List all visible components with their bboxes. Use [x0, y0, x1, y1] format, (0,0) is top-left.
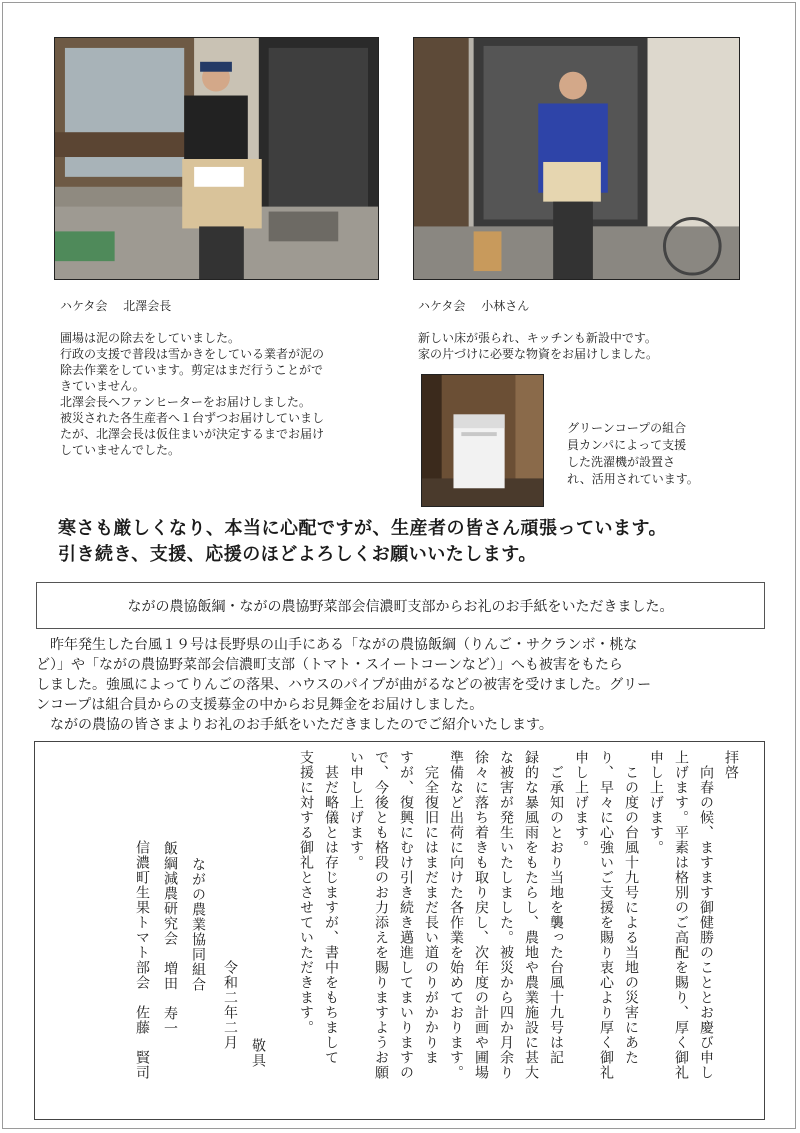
letter-column: この度の台風十九号による当地の災害にあた: [623, 750, 639, 1065]
text-line: 圃場は泥の除去をしていました。: [60, 331, 241, 345]
letter-column: 録的な暴風雨をもたらし、農地や農業施設に甚大: [523, 750, 539, 1080]
photo-kitazawa: [54, 37, 379, 280]
caption-name: 北澤会長: [123, 299, 172, 313]
right-report-text: [418, 330, 658, 362]
letter-org-2: 飯綱減農研究会 増田 寿一: [162, 841, 178, 1036]
letter-column: 向春の候、ますます御健勝のこととお慶び申し: [698, 750, 714, 1080]
caption-name: 小林さん: [481, 299, 530, 313]
letter-box: [34, 741, 765, 1120]
text-line: ながの農協の皆さまよりお礼のお手紙をいただきましたのでご紹介いたします。: [36, 717, 553, 733]
letter-column: 徐々に落ち着きも取り戻し、次年度の計画や圃場: [473, 750, 489, 1080]
text-line: しました。強風によってりんごの落果、ハウスのパイプが曲がるなどの被害を受けました。グリー: [36, 677, 652, 693]
letter-org-3: 信濃町生果トマト部会 佐藤 賢司: [134, 840, 150, 1080]
intro-paragraph: [36, 635, 770, 735]
thanks-letter-banner: [36, 582, 765, 629]
text-line: 新しい床が張られ、キッチンも新設中です。: [418, 331, 657, 345]
caption-photo-1: [60, 298, 171, 315]
text-line: 昨年発生した台風１９号は長野県の山手にある「ながの農協飯綱（りんご・サクランボ・桃な: [36, 637, 638, 653]
banner-text: ながの農協飯綱・ながの農協野菜部会信濃町支部からお礼のお手紙をいただきました。: [127, 598, 674, 615]
text-line: 北澤会長へファンヒーターをお届けしました。: [60, 395, 311, 409]
letter-closing: 敬具: [250, 1038, 266, 1068]
letter-column: い申し上げます。: [348, 750, 364, 870]
caption-group: ハケタ会: [418, 299, 466, 313]
letter-column: 拝啓: [723, 750, 739, 780]
photo-kobayashi: [413, 37, 740, 280]
text-line: 行政の支援で普段は雪かきをしている業者が泥の: [60, 347, 325, 361]
letter-column: 申し上げます。: [648, 750, 664, 855]
headline-line-2: 引き続き、支援、応援のほどよろしくお願いいたします。: [58, 544, 537, 565]
letter-column: り、早々に心強いご支援を賜り衷心より厚く御礼: [598, 750, 614, 1080]
letter-column: 上げます。平素は格別のご高配を賜り、厚く御礼: [673, 750, 689, 1080]
text-line: 家の片づけに必要な物資をお届けしました。: [418, 347, 659, 361]
left-report-text: [60, 330, 324, 458]
caption-group: ハケタ会: [60, 299, 108, 313]
text-line: きていません。: [60, 379, 145, 393]
letter-column: な被害が発生いたしました。被災から四か月余り: [498, 750, 514, 1080]
text-line: 除去作業をしています。剪定はまだ行うことがで: [60, 363, 324, 377]
letter-org-1: ながの農業協同組合: [190, 857, 206, 992]
letter-column: で、今後とも格段のお力添えを賜りますようお願: [373, 750, 389, 1080]
text-line: れ、活用されています。: [567, 472, 699, 486]
letter-column: すが、復興にむけ引き続き邁進してまいりますの: [398, 750, 414, 1080]
letter-column: 完全復旧にはまだまだ長い道のりがかかりま: [423, 750, 439, 1065]
letter-column: 甚だ略儀とは存じますが、書中をもちまして: [323, 750, 339, 1065]
washer-caption: [567, 420, 699, 488]
letter-date: 令和二年二月: [222, 960, 238, 1050]
letter-column: ご承知のとおり当地を襲った台風十九号は記: [548, 750, 564, 1065]
photo-washing-machine: [421, 374, 544, 507]
text-line: した洗濯機が設置さ: [567, 455, 676, 469]
caption-photo-2: [418, 298, 529, 315]
text-line: 被災された各生産者へ１台ずつお届けしていまし: [60, 411, 325, 425]
text-line: たが、北澤会長は仮住まいが決定するまでお届け: [60, 427, 325, 441]
headline-line-1: 寒さも厳しくなり、本当に心配ですが、生産者の皆さん頑張っています。: [58, 518, 668, 539]
text-line: 員カンパによって支援: [567, 438, 687, 452]
text-line: ンコープは組合員からの支援募金の中からお見舞金をお届けしました。: [36, 697, 484, 713]
text-line: ど）」や「ながの農協野菜部会信濃町支部（トマト・スイートコーンなど）」へも被害をもたら: [36, 657, 623, 673]
letter-column: 支援に対する御礼とさせていただきます。: [298, 750, 314, 1035]
letter-column: 準備など出荷に向けた各作業を始めております。: [448, 750, 464, 1080]
text-line: していませんでした。: [60, 443, 181, 457]
letter-column: 申し上げます。: [573, 750, 589, 855]
text-line: グリーンコープの組合: [567, 421, 687, 435]
